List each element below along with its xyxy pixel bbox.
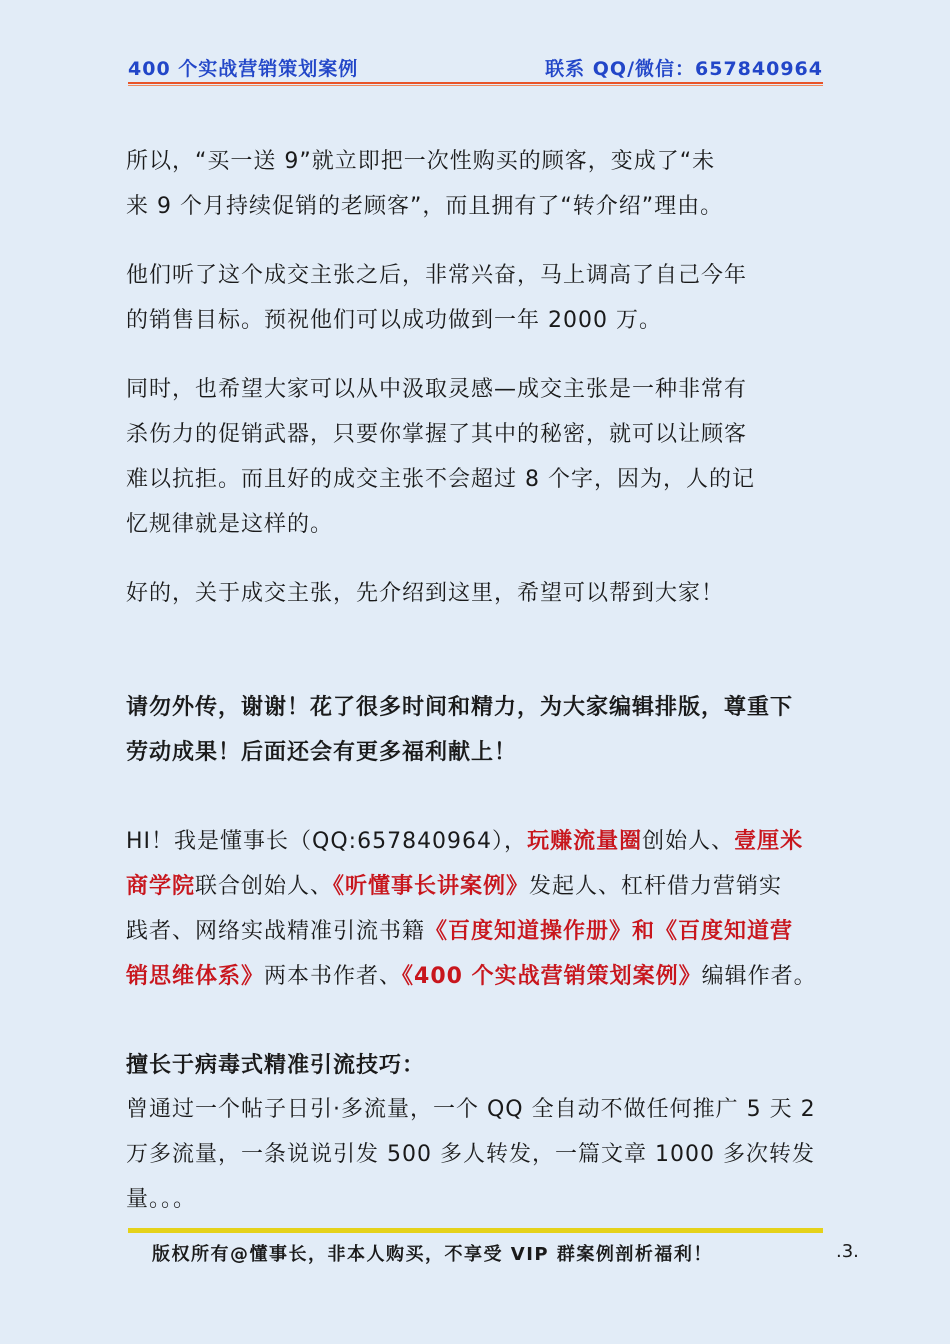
bio-text: 践者、网络实战精准引流书籍 [126,919,426,944]
notice-line-2: 劳动成果！后面还会有更多福利献上！ [126,740,518,765]
bio-text: 创始人、 [642,829,735,854]
bio-highlight-community: 玩赚流量圈 [527,829,643,854]
bio-highlight-program: 《听懂事长讲案例》 [333,874,530,899]
header-divider-secondary [128,85,823,86]
bio-line-1 [126,827,826,857]
header-title: 400 个实战营销策划案例 [128,58,359,80]
paragraph-3-line-1: 同时，也希望大家可以从中汲取灵感—成交主张是一种非常有 [126,377,748,402]
notice-line-1: 请勿外传，谢谢！花了很多时间和精力，为大家编辑排版，尊重下 [126,695,794,720]
bio-text: 编辑作者。 [701,964,817,989]
header-divider [128,82,823,84]
skills-line-3: 量。。。 [126,1187,197,1212]
page-number: .3. [836,1241,859,1262]
skills-line-1: 曾通过一个帖子日引·多流量，一个 QQ 全自动不做任何推广 5 天 2 [126,1097,816,1122]
paragraph-1-line-1: 所以，“买一送 9”就立即把一次性购买的顾客，变成了“未 [126,149,716,174]
header-contact: 联系 QQ/微信：657840964 [545,58,823,80]
footer-copyright: 版权所有@懂事长，非本人购买，不享受 VIP 群案例剖析福利！ [152,1244,713,1265]
bio-line-3 [126,917,826,947]
paragraph-3-line-4: 忆规律就是这样的。 [126,512,334,537]
bio-intro: HI！我是懂事长（QQ:657840964）， [126,829,528,854]
bio-highlight-casebook: 《400 个实战营销策划案例》 [402,964,702,989]
bio-highlight-school: 壹厘米 [734,829,804,854]
bio-text: 联合创始人、 [195,874,334,899]
bio-line-2 [126,872,826,902]
bio-highlight-school-cont: 商学院 [126,874,196,899]
paragraph-1-line-2: 来 9 个月持续促销的老顾客”，而且拥有了“转介绍”理由。 [126,194,724,219]
paragraph-2-line-2: 的销售目标。预祝他们可以成功做到一年 2000 万。 [126,308,662,333]
paragraph-4-line-1: 好的，关于成交主张，先介绍到这里，希望可以帮到大家！ [126,581,725,606]
paragraph-3-line-3: 难以抗拒。而且好的成交主张不会超过 8 个字，因为，人的记 [126,467,755,492]
page-header [128,54,823,82]
footer-divider [128,1228,823,1233]
paragraph-2-line-1: 他们听了这个成交主张之后，非常兴奋，马上调高了自己今年 [126,263,748,288]
bio-text: 发起人、杠杆借力营销实 [529,874,783,899]
bio-highlight-books: 《百度知道操作册》和《百度知道营 [425,919,794,944]
bio-highlight-books-cont: 销思维体系》 [126,964,265,989]
skills-heading: 擅长于病毒式精准引流技巧： [126,1053,426,1078]
skills-line-2: 万多流量，一条说说引发 500 多人转发，一篇文章 1000 多次转发 [126,1142,815,1167]
bio-text: 两本书作者、 [264,964,403,989]
bio-line-4 [126,962,826,992]
paragraph-3-line-2: 杀伤力的促销武器，只要你掌握了其中的秘密，就可以让顾客 [126,422,748,447]
